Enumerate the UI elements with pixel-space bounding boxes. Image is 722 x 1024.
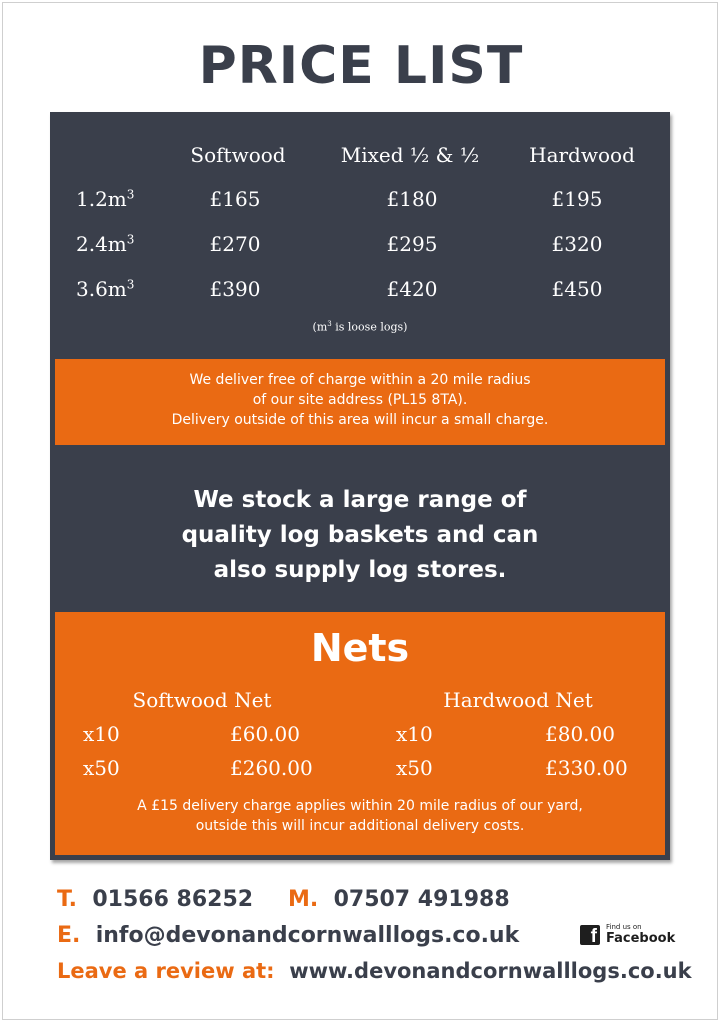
header-softwood: Softwood — [190, 143, 286, 167]
header-hardwood: Hardwood — [529, 143, 635, 167]
stock-section — [55, 452, 665, 606]
softwood-net-qty-2: x50 — [83, 756, 120, 780]
website-link[interactable]: www.devonandcornwalllogs.co.uk — [289, 959, 692, 983]
price-softwood-2: £270 — [209, 232, 261, 256]
size-row-2: $2.4m^3$ — [76, 232, 135, 256]
delivery-line-3: Delivery outside of this area will incur a small charge. — [171, 412, 549, 428]
email — [57, 923, 519, 948]
page-title: PRICE LIST — [198, 36, 524, 96]
header-mixed: Mixed ½ & ½ — [340, 143, 480, 167]
facebook-small-text: Find us on — [606, 923, 642, 931]
size-row-3: $3.6m^3$ — [76, 277, 135, 301]
email-label: E. — [57, 923, 81, 948]
price-panel — [50, 112, 670, 860]
facebook-f-icon: f — [580, 925, 600, 945]
facebook-big-text: Facebook — [606, 931, 676, 946]
hardwood-net-price-2: £330.00 — [545, 756, 628, 780]
stock-line-3: also supply log stores. — [213, 557, 507, 583]
softwood-net-heading: Softwood Net — [132, 688, 272, 712]
nets-note-line-1: A £15 delivery charge applies within 20 mile radius of our yard, — [137, 798, 583, 814]
telephone-number[interactable]: 01566 86252 — [92, 887, 254, 912]
loose-logs-note: ($m^3$ is loose logs) — [312, 320, 408, 334]
price-mixed-1: £180 — [386, 187, 438, 211]
mobile-number[interactable]: 07507 491988 — [333, 887, 510, 912]
delivery-line-2: of our site address (PL15 8TA). — [252, 392, 468, 408]
price-hardwood-2: £320 — [551, 232, 603, 256]
price-hardwood-1: £195 — [551, 187, 603, 211]
mobile — [288, 887, 510, 912]
email-address[interactable]: info@devonandcornwalllogs.co.uk — [95, 923, 520, 948]
stock-line-1: We stock a large range of — [193, 487, 527, 513]
stock-line-2: quality log baskets and can — [181, 522, 539, 548]
price-mixed-2: £295 — [386, 232, 438, 256]
nets-note-line-2: outside this will incur additional delivery costs. — [195, 818, 525, 834]
price-mixed-3: £420 — [386, 277, 438, 301]
telephone — [57, 887, 253, 912]
delivery-banner — [55, 359, 665, 445]
softwood-net-price-1: £60.00 — [230, 722, 300, 746]
nets-section — [55, 612, 665, 855]
mobile-label: M. — [288, 887, 319, 912]
nets-delivery-note — [55, 796, 665, 836]
price-softwood-3: £390 — [209, 277, 261, 301]
hardwood-net-price-1: £80.00 — [545, 722, 615, 746]
price-softwood-1: £165 — [209, 187, 261, 211]
hardwood-net-qty-1: x10 — [396, 722, 433, 746]
price-table — [55, 112, 665, 350]
softwood-net-qty-1: x10 — [83, 722, 120, 746]
hardwood-net-heading: Hardwood Net — [443, 688, 593, 712]
review — [57, 959, 692, 983]
size-row-1: $1.2m^3$ — [76, 187, 135, 211]
hardwood-net-qty-2: x50 — [396, 756, 433, 780]
price-hardwood-3: £450 — [551, 277, 603, 301]
review-label: Leave a review at: — [57, 959, 275, 983]
telephone-label: T. — [57, 887, 78, 912]
nets-title: Nets — [310, 626, 410, 670]
delivery-line-1: We deliver free of charge within a 20 mile radius — [189, 372, 531, 388]
softwood-net-price-2: £260.00 — [230, 756, 313, 780]
